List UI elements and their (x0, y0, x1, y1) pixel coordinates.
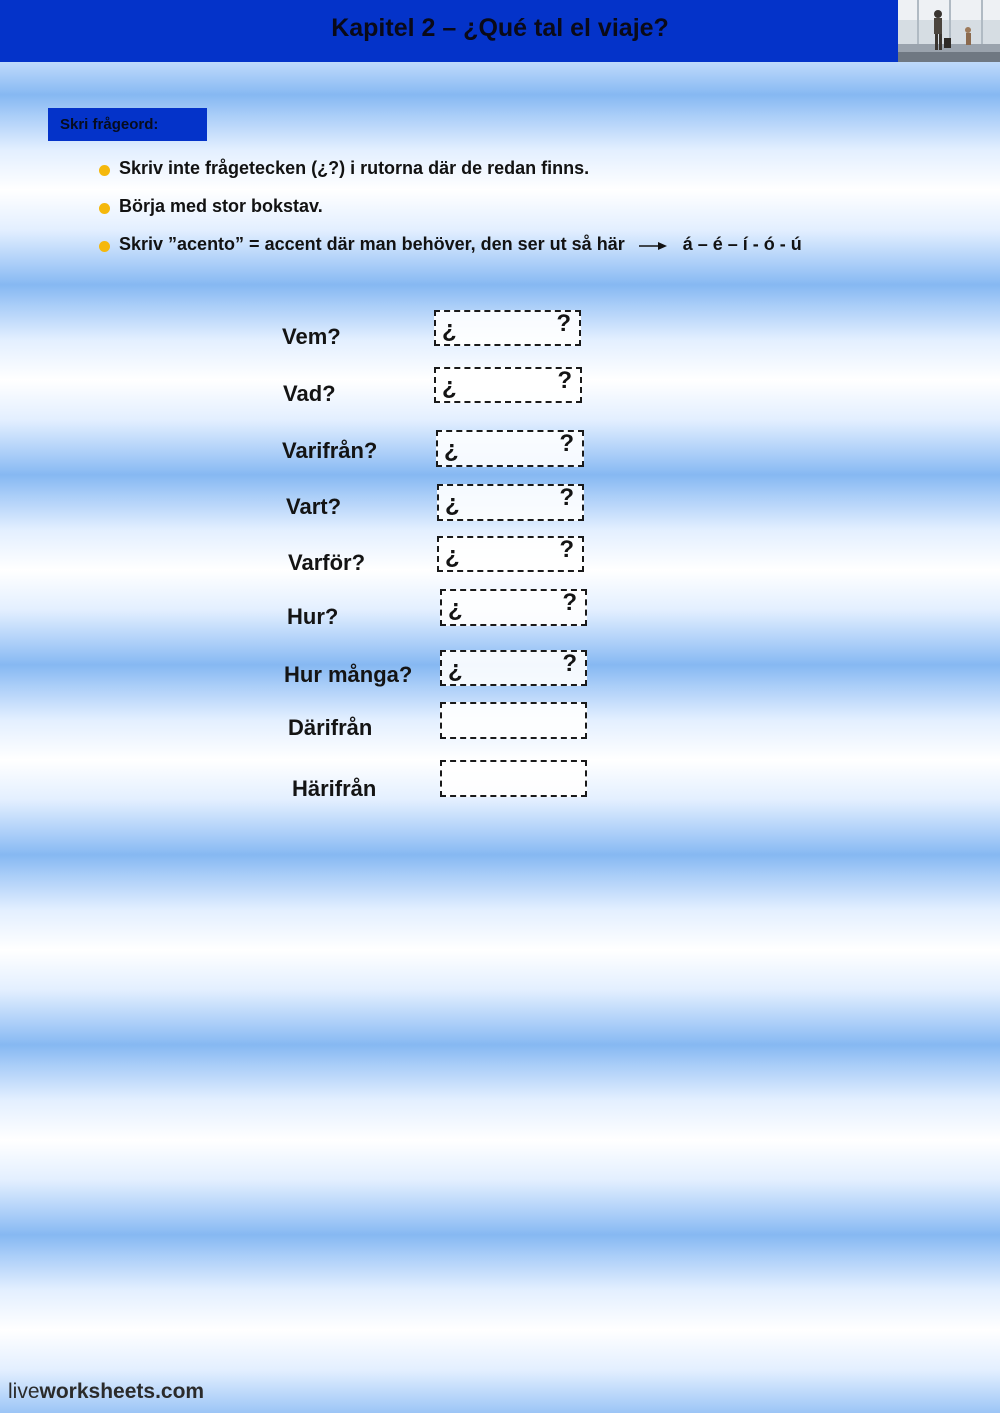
close-question-mark: ? (562, 589, 577, 616)
section-label: Skri frågeord: (48, 108, 207, 141)
open-question-mark: ¿ (445, 490, 460, 517)
instruction-text: Börja med stor bokstav. (119, 196, 323, 216)
airport-traveler-photo (898, 0, 1000, 62)
open-question-mark: ¿ (448, 595, 463, 622)
answer-box-harifran[interactable] (440, 760, 587, 797)
bullet-icon (99, 165, 110, 176)
answer-box-varifran[interactable] (436, 430, 584, 467)
close-question-mark: ? (557, 367, 572, 394)
liveworksheets-logo[interactable] (8, 1380, 204, 1404)
instructions-list (98, 155, 802, 269)
answer-box-hur-manga[interactable] (440, 650, 587, 686)
close-question-mark: ? (559, 536, 574, 563)
question-label-vem: Vem? (282, 324, 341, 349)
instruction-text: Skriv ”acento” = accent där man behöver, den ser ut så här (119, 234, 625, 254)
answer-box-vart[interactable] (437, 484, 584, 521)
bullet-icon (99, 241, 110, 252)
answer-box-varfor[interactable] (437, 536, 584, 572)
instruction-text: Skriv inte frågetecken (¿?) i rutorna där de redan finns. (119, 158, 590, 178)
open-question-mark: ¿ (442, 373, 457, 400)
open-question-mark: ¿ (445, 542, 460, 569)
answer-box-hur[interactable] (440, 589, 587, 626)
open-question-mark: ¿ (448, 656, 463, 683)
question-label-vart: Vart? (286, 494, 342, 519)
logo-light-text: live (8, 1380, 40, 1403)
instruction-item (98, 231, 802, 269)
open-question-mark: ¿ (442, 316, 457, 343)
question-label-darifran: Därifrån (288, 715, 373, 740)
page-title: Kapitel 2 – ¿Qué tal el viaje? (331, 14, 669, 42)
logo-bold-text: worksheets.com (39, 1380, 205, 1403)
close-question-mark: ? (559, 484, 574, 511)
question-label-harifran: Härifrån (292, 776, 377, 801)
instruction-item (98, 193, 802, 231)
question-label-varfor: Varför? (288, 550, 366, 575)
answer-box-darifran[interactable] (440, 702, 587, 739)
question-label-hur-manga: Hur många? (284, 662, 413, 687)
answer-box-vem[interactable] (434, 310, 581, 346)
question-label-varifran: Varifrån? (282, 438, 378, 463)
answer-box-vad[interactable] (434, 367, 582, 403)
question-label-vad: Vad? (283, 381, 336, 406)
instruction-item (98, 155, 802, 193)
close-question-mark: ? (562, 650, 577, 677)
close-question-mark: ? (559, 430, 574, 457)
open-question-mark: ¿ (444, 436, 459, 463)
close-question-mark: ? (556, 310, 571, 337)
accent-examples: á – é – í - ó - ú (682, 234, 802, 254)
bullet-icon (99, 203, 110, 214)
arrow-right-icon (638, 239, 668, 251)
question-label-hur: Hur? (287, 604, 339, 629)
